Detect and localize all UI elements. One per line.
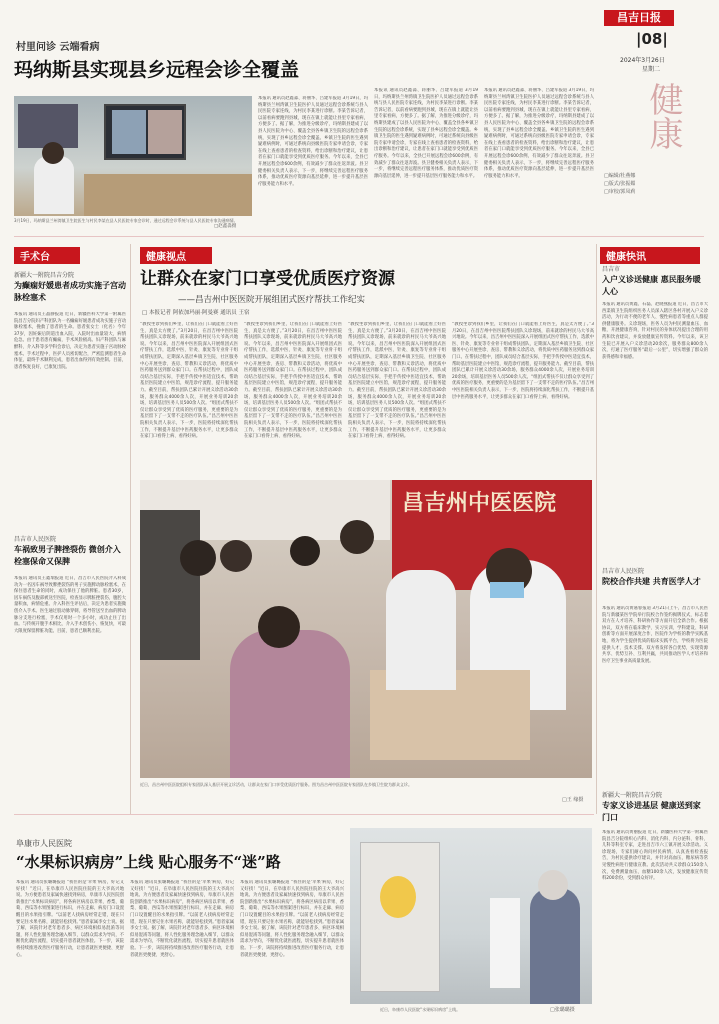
left-story2-headline: 车祸致男子脾挫裂伤 微创介入栓塞保命又保脾 — [14, 545, 121, 566]
section-title: 健康 — [643, 82, 683, 150]
feature-body-1: “教授坐诊到我们乡里，让我们在门口就能看上好医生，真是太方便了。”3月20日，在昌吉州中医医院帮扶团队义诊现场，前来就诊的村民马大爷高兴地说。今年以来，昌吉州中医医院深入开展组团式医疗帮扶工作，选派中医、针灸、康复等专业骨干组成帮扶团队，定期深入基层乡镇卫生院、社区服务中心开展坐诊、查房、带教和义诊活动，将优质中医药服务送到群众家门口。在帮扶过程中，团队成员结合基层实际，手把手传授中医适宜技术，帮助基层医院建立中医馆，规范诊疗流程，提升服务能力。截至目前，帮扶团队已累计开展义诊活动30余场，服务群众4000余人次，开展业务培训20余场，培训基层医务人员500余人次。“组团式帮扶不仅让群众享受到了优质的医疗服务，更重要的是为基层留下了一支带不走的医疗队伍。”昌吉州中医医院相关负责人表示，下一步，医院将持续深化帮扶工作，不断提升基层中医药服务水平，让更多群众在家门口看得上病、看得好病。 — [140, 322, 238, 440]
column-divider — [130, 244, 131, 814]
feature-photo-credit: □王 缘摄 — [562, 797, 584, 803]
section-label-surgery: 手术台 — [14, 247, 80, 264]
editor-line: □版式/张振媚 — [604, 181, 636, 187]
right-story1-headline: 入户义诊送健康 惠民服务暖人心 — [602, 275, 701, 296]
bottom-photo-caption: 近日，阜康市人民医院“水果标识病房”上线。 — [380, 1007, 461, 1012]
top-photo-caption: 3月19日，玛纳斯县兰州湾镇卫生院医生与村民李某在县人民医院专家会诊时，通过远程会诊系统与县人民医院专家沟通病情。 — [14, 218, 238, 223]
feature-photo-caption: 近日，昌吉州中医医院组织专家团队深入基层开展义诊活动，让群众在家门口享受优质医疗服务。图为昌吉州中医医院专家团队在乡镇卫生院为群众义诊。 — [140, 782, 412, 787]
feature-photo-banner: 昌吉州中医医院 — [402, 490, 557, 516]
right-story2-source: 昌吉市人民医院 — [602, 568, 645, 575]
bottom-photo — [350, 828, 592, 1004]
right-story1-source: 昌吉市 — [602, 266, 621, 273]
feature-subheadline: ——昌吉州中医医院开展组团式医疗帮扶工作纪实 — [178, 295, 366, 305]
top-kicker: 村里问诊 云端看病 — [16, 42, 100, 53]
page-number: |08| — [636, 30, 668, 48]
divider — [14, 814, 594, 815]
left-story1-body: 本报讯 通讯员王晶静报道 近日，新疆医科大学第一附属医院昌吉分院妇产科团队为一名癫痫好媛患者成功实施子宫动脉栓塞术，挽救了患者的生命。患者张女士（化名）今年37岁，因妊娠后阴道出血入院，入院时出血量较大，病情危急。由于患者患有癫痫，手术风险极高。妇产科团队与麻醉科、介入科等多学科会诊后，决定为患者实施子宫动脉栓塞术。手术过程中，医护人员密切配合，严密监测患者生命体征，最终手术顺利完成，患者出血得到有效控制。目前，患者恢复良好，已康复出院。 — [14, 312, 126, 370]
bottom-photo-credit: □张璐璐摄 — [550, 1007, 575, 1013]
top-photo-credit: □赵鑫淼摄 — [214, 224, 237, 229]
issue-weekday: 星期二 — [642, 66, 661, 73]
right-story3-source: 新疆大一附院昌吉分院 — [602, 792, 663, 799]
right-story3-body: 本报讯 通讯员黄丽报道 近日，新疆医科大学第一附属医院昌吉分院组织心内科、消化内科、内分泌科、骨科、儿科等科室专家，走进昌吉市六工镇开展义诊活动。义诊现场，专家们耐心询问村民病情，认真查看检查报告，为村民提供诊疗建议，并针对高血压、糖尿病等常见慢性病进行健康宣教。此次活动共义诊群众150余人次，免费测量血压、血糖100余人次，发放健康宣传资料200余份，受到群众好评。 — [602, 830, 708, 882]
top-photo — [14, 96, 252, 216]
masthead — [598, 10, 716, 225]
editor-list — [604, 172, 644, 196]
feature-headline: 让群众在家门口享受优质医疗资源 — [140, 269, 395, 289]
paper-name: 昌吉日报 — [604, 10, 674, 26]
top-story-body-2: 本报讯 通讯员赵鑫淼、蒋丽华、吕建军报道 3月19日，玛纳斯县兰州湾镇卫生院医护人员通过远程会诊系统与县人民医院专家连线，为村民李某进行诊断。李某告诉记者，以前看病要跑到县城，现在在镇上就能让县里专家看病，方便多了。据了解，为推进分级诊疗，玛纳斯县建成了以县人民医院为中心、覆盖全县各乡镇卫生院的远程会诊系统，实现了县乡远程会诊全覆盖。乡镇卫生院的医生遇到疑难病例时，可通过系统向县级医院专家申请会诊，专家在线上查看患者的检查资料，给出诊断和治疗建议，让患者在家门口就能享受到优质医疗服务。今年以来，全县已开展远程会诊600余例，有效减少了群众往返奔波。县卫健委相关负责人表示，下一步，将继续完善远程医疗服务体系，推动优质医疗资源向基层延伸，进一步提升基层医疗服务能力和水平。 — [374, 88, 478, 179]
editor-line: □编辑/杜燕娜 — [604, 173, 636, 179]
feature-body-4: “教授坐诊到我们乡里，让我们在门口就能看上好医生，真是太方便了。”3月20日，在昌吉州中医医院帮扶团队义诊现场，前来就诊的村民马大爷高兴地说。今年以来，昌吉州中医医院深入开展组团式医疗帮扶工作，选派中医、针灸、康复等专业骨干组成帮扶团队，定期深入基层乡镇卫生院、社区服务中心开展坐诊、查房、带教和义诊活动，将优质中医药服务送到群众家门口。在帮扶过程中，团队成员结合基层实际，手把手传授中医适宜技术，帮助基层医院建立中医馆，规范诊疗流程，提升服务能力。截至目前，帮扶团队已累计开展义诊活动30余场，服务群众4000余人次，开展业务培训20余场，培训基层医务人员500余人次。“组团式帮扶不仅让群众享受到了优质的医疗服务，更重要的是为基层留下了一支带不走的医疗队伍。”昌吉州中医医院相关负责人表示，下一步，医院将持续深化帮扶工作，不断提升基层中医药服务水平，让更多群众在家门口看得上病、看得好病。 — [452, 322, 594, 400]
top-headline: 玛纳斯县实现县乡远程会诊全覆盖 — [14, 59, 300, 81]
divider — [14, 236, 704, 237]
right-story2-body: 本报讯 通讯员黄嘉蓉报道 3月21日上午，昌吉市人民医院与新疆某医学院举行院校合作签约揭牌仪式，标志着双方在人才培养、科研协作等方面开启全新合作。根据协议，双方将在临床教学、实习实训、学科建设、科研创新等方面开展深度合作，医院作为学校的教学实践基地，将为学生提供优质的临床实践平台，学校将为医院提供人才、技术支撑。双方将发挥各自优势，实现资源共享、优势互补、互利共赢，共同推动医学人才培养和医疗卫生事业高质量发展。 — [602, 606, 708, 664]
left-story1-source: 新疆大一附院昌吉分院 — [14, 272, 75, 279]
left-story1-headline: 为癫痫好媛患者成功实施子宫动脉栓塞术 — [14, 281, 126, 302]
left-story2-source: 昌吉市人民医院 — [14, 536, 57, 543]
bottom-story-body-1: 本报讯 通讯员张璐璐报道 “我住的是‘苹果’病房，好记又好找！”近日，在阜康市人民医院住院的王大爷高兴地说。为方便患者及家属快速找到病房，阜康市人民医院创新推出“水果标识病房”，将各病区病房以苹果、香梨、葡萄、西瓜等水果图案进行标识，并在走廊、病房门口设置醒目的水果指引牌。“以前老人找病房经常走错，现在只要记住水果名称，就能轻松找到。”患者家属李女士说。据了解，该院针对老年患者多、病区环境相似易混淆等问题，将人性化服务理念融入细节，以群众需求为导向，不断优化就医流程，切实提升患者就医体验。下一步，该院将持续推进改善医疗服务行动，让患者就医更便捷、更舒心。 — [16, 880, 124, 958]
feature-byline: □ 本报记者 阿依加玛丽·阿曼赛 通讯员 王宿 — [142, 310, 250, 316]
bottom-story-body-2: 本报讯 通讯员张璐璐报道 “我住的是‘苹果’病房，好记又好找！”近日，在阜康市人民医院住院的王大爷高兴地说。为方便患者及家属快速找到病房，阜康市人民医院创新推出“水果标识病房”，将各病区病房以苹果、香梨、葡萄、西瓜等水果图案进行标识，并在走廊、病房门口设置醒目的水果指引牌。“以前老人找病房经常走错，现在只要记住水果名称，就能轻松找到。”患者家属李女士说。据了解，该院针对老年患者多、病区环境相似易混淆等问题，将人性化服务理念融入细节，以群众需求为导向，不断优化就医流程，切实提升患者就医体验。下一步，该院将持续推进改善医疗服务行动，让患者就医更便捷、更舒心。 — [130, 880, 234, 958]
column-divider — [596, 244, 597, 814]
bottom-story-source: 阜康市人民医院 — [16, 839, 72, 848]
feature-body-3: “教授坐诊到我们乡里，让我们在门口就能看上好医生，真是太方便了。”3月20日，在昌吉州中医医院帮扶团队义诊现场，前来就诊的村民马大爷高兴地说。今年以来，昌吉州中医医院深入开展组团式医疗帮扶工作，选派中医、针灸、康复等专业骨干组成帮扶团队，定期深入基层乡镇卫生院、社区服务中心开展坐诊、查房、带教和义诊活动，将优质中医药服务送到群众家门口。在帮扶过程中，团队成员结合基层实际，手把手传授中医适宜技术，帮助基层医院建立中医馆，规范诊疗流程，提升服务能力。截至目前，帮扶团队已累计开展义诊活动30余场，服务群众4000余人次，开展业务培训20余场，培训基层医务人员500余人次。“组团式帮扶不仅让群众享受到了优质的医疗服务，更重要的是为基层留下了一支带不走的医疗队伍。”昌吉州中医医院相关负责人表示，下一步，医院将持续深化帮扶工作，不断提升基层中医药服务水平，让更多群众在家门口看得上病、看得好病。 — [348, 322, 446, 440]
issue-date: 2024年3月26日 — [620, 57, 665, 64]
right-story3-headline: 专家义诊进基层 健康送到家门口 — [602, 801, 701, 822]
bottom-story-headline: “水果标识病房”上线 贴心服务不“迷”路 — [16, 853, 281, 871]
feature-body-2: “教授坐诊到我们乡里，让我们在门口就能看上好医生，真是太方便了。”3月20日，在昌吉州中医医院帮扶团队义诊现场，前来就诊的村民马大爷高兴地说。今年以来，昌吉州中医医院深入开展组团式医疗帮扶工作，选派中医、针灸、康复等专业骨干组成帮扶团队，定期深入基层乡镇卫生院、社区服务中心开展坐诊、查房、带教和义诊活动，将优质中医药服务送到群众家门口。在帮扶过程中，团队成员结合基层实际，手把手传授中医适宜技术，帮助基层医院建立中医馆，规范诊疗流程，提升服务能力。截至目前，帮扶团队已累计开展义诊活动30余场，服务群众4000余人次，开展业务培训20余场，培训基层医务人员500余人次。“组团式帮扶不仅让群众享受到了优质的医疗服务，更重要的是为基层留下了一支带不走的医疗队伍。”昌吉州中医医院相关负责人表示，下一步，医院将持续深化帮扶工作，不断提升基层中医药服务水平，让更多群众在家门口看得上病、看得好病。 — [244, 322, 342, 440]
section-label-news: 健康快讯 — [600, 247, 700, 264]
left-story2-body: 本报讯 通讯员王鑫瑞报道 近日，昌吉市人民医院介入科成功为一名因车祸导致脾挫裂伤的男子实施脾动脉栓塞术，在保住患者生命的同时，成功保住了他的脾脏。患者30岁，因车祸伤及腹部被送至医院，检查显示脾脏挫裂伤，腹腔大量积血，病情危重。介入科医生评估后，决定为患者实施微创介入手术。医生通过股动脉穿刺，将导管送至出血的脾动脉分支进行栓塞，手术仅用时一个多小时，成功止住了出血。与传统开腹手术相比，介入手术创伤小、恢复快，可最大限度保留脾脏功能。目前，患者已顺利出院。 — [14, 576, 126, 634]
right-story2-headline: 院校合作共建 共育医学人才 — [602, 577, 701, 586]
feature-photo — [140, 480, 592, 778]
editor-line: □审校/郭凤莉 — [604, 189, 636, 195]
right-story1-body: 本报讯 通讯员黄鑫、石磊、赵晓燕报道 近日，昌吉市大西渠镇卫生院组织医务人员深入辖区各村开展入户义诊活动，为行动不便的老年人、慢性病患者等重点人群提供健康服务。义诊现场，医务人员为村民测量血压、血糖，开展健康咨询，针对村民的身体状况提出合理的用药和饮食建议，并发放健康宣传资料。今年以来，该卫生院已开展入户义诊活动20余次，服务群众800余人次，打通了医疗服务“最后一公里”，切实增强了群众的获得感和幸福感。 — [602, 302, 708, 360]
top-story-body-3: 本报讯 通讯员赵鑫淼、蒋丽华、吕建军报道 3月19日，玛纳斯县兰州湾镇卫生院医护人员通过远程会诊系统与县人民医院专家连线，为村民李某进行诊断。李某告诉记者，以前看病要跑到县城，现在在镇上就能让县里专家看病，方便多了。据了解，为推进分级诊疗，玛纳斯县建成了以县人民医院为中心、覆盖全县各乡镇卫生院的远程会诊系统，实现了县乡远程会诊全覆盖。乡镇卫生院的医生遇到疑难病例时，可通过系统向县级医院专家申请会诊，专家在线上查看患者的检查资料，给出诊断和治疗建议，让患者在家门口就能享受到优质医疗服务。今年以来，全县已开展远程会诊600余例，有效减少了群众往返奔波。县卫健委相关负责人表示，下一步，将继续完善远程医疗服务体系，推动优质医疗资源向基层延伸，进一步提升基层医疗服务能力和水平。 — [484, 88, 594, 179]
section-label-viewpoint: 健康视点 — [140, 247, 212, 264]
top-story-body-1: 本报讯 通讯员赵鑫淼、蒋丽华、吕建军报道 3月19日，玛纳斯县兰州湾镇卫生院医护人员通过远程会诊系统与县人民医院专家连线，为村民李某进行诊断。李某告诉记者，以前看病要跑到县城，现在在镇上就能让县里专家看病，方便多了。据了解，为推进分级诊疗，玛纳斯县建成了以县人民医院为中心、覆盖全县各乡镇卫生院的远程会诊系统，实现了县乡远程会诊全覆盖。乡镇卫生院的医生遇到疑难病例时，可通过系统向县级医院专家申请会诊，专家在线上查看患者的检查资料，给出诊断和治疗建议，让患者在家门口就能享受到优质医疗服务。今年以来，全县已开展远程会诊600余例，有效减少了群众往返奔波。县卫健委相关负责人表示，下一步，将继续完善远程医疗服务体系，推动优质医疗资源向基层延伸，进一步提升基层医疗服务能力和水平。 — [258, 96, 368, 187]
bottom-story-body-3: 本报讯 通讯员张璐璐报道 “我住的是‘苹果’病房，好记又好找！”近日，在阜康市人民医院住院的王大爷高兴地说。为方便患者及家属快速找到病房，阜康市人民医院创新推出“水果标识病房”，将各病区病房以苹果、香梨、葡萄、西瓜等水果图案进行标识，并在走廊、病房门口设置醒目的水果指引牌。“以前老人找病房经常走错，现在只要记住水果名称，就能轻松找到。”患者家属李女士说。据了解，该院针对老年患者多、病区环境相似易混淆等问题，将人性化服务理念融入细节，以群众需求为导向，不断优化就医流程，切实提升患者就医体验。下一步，该院将持续推进改善医疗服务行动，让患者就医更便捷、更舒心。 — [240, 880, 344, 958]
